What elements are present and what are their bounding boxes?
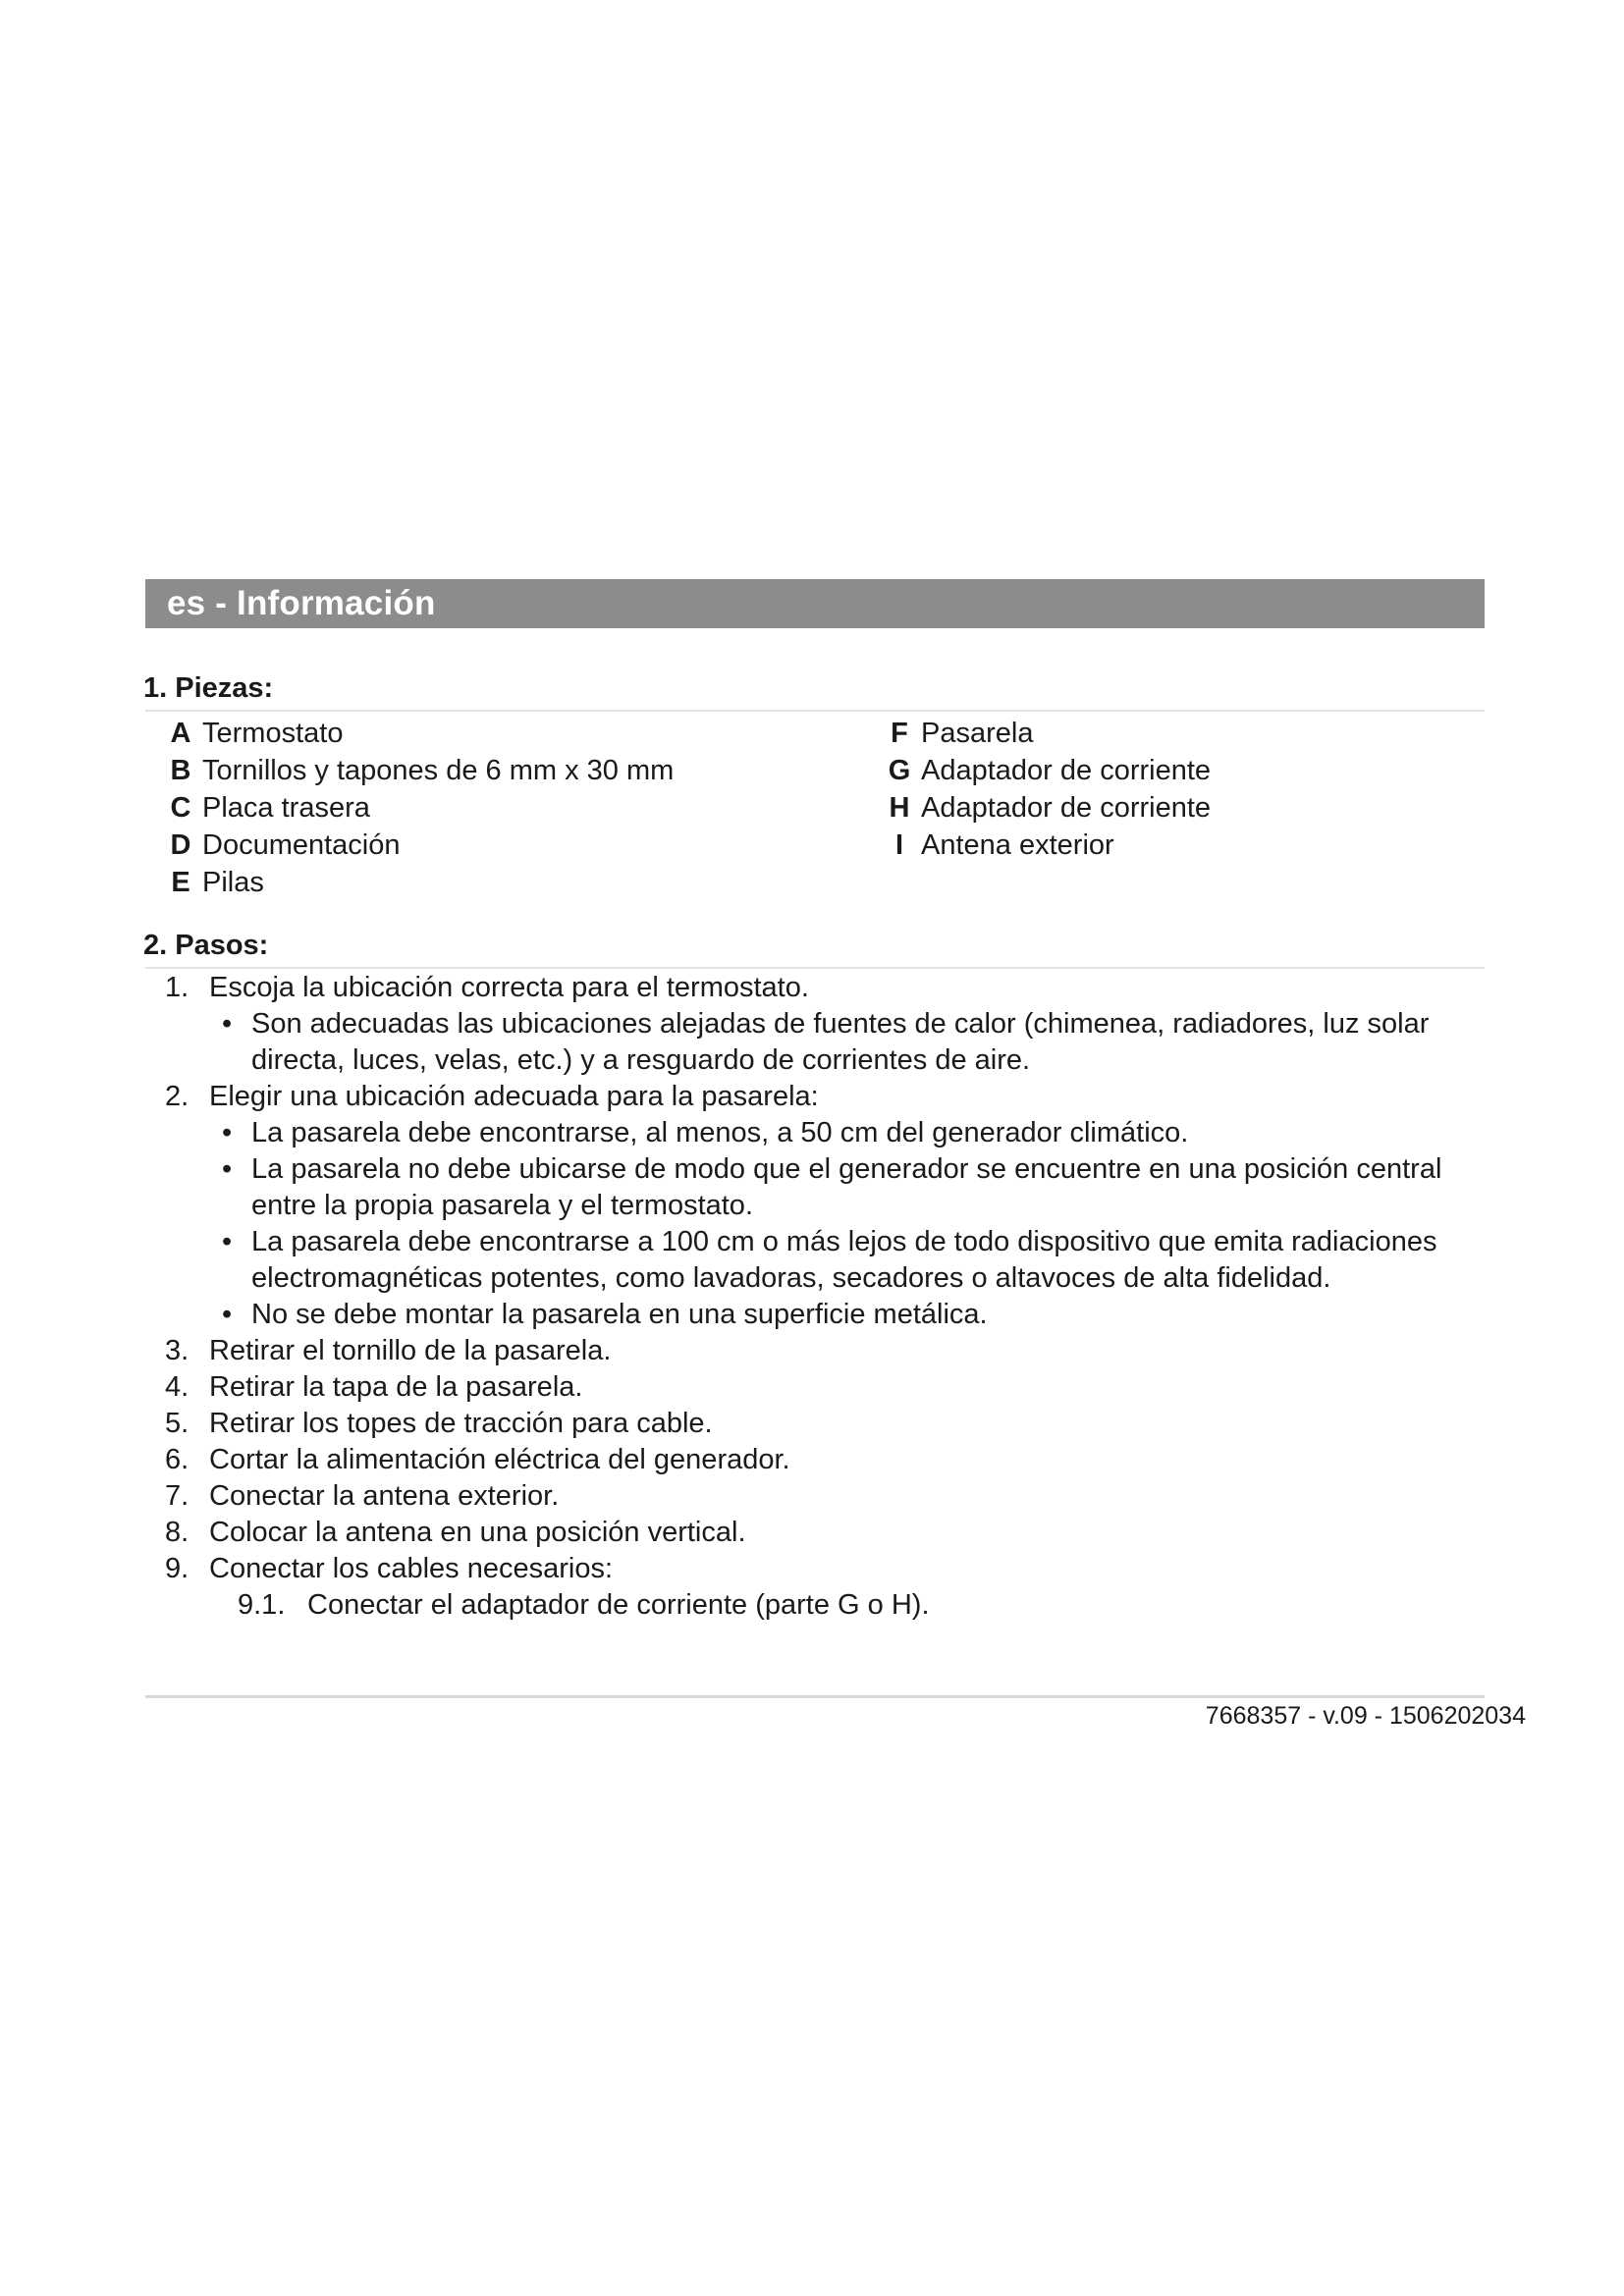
step-number: 8. — [165, 1517, 189, 1548]
bullet-dot: • — [222, 1153, 233, 1185]
section-banner — [145, 579, 1485, 628]
step-bullet — [143, 1115, 1489, 1151]
step-text: Cortar la alimentación eléctrica del generador. — [209, 1444, 790, 1475]
step-number: 9. — [165, 1553, 189, 1584]
part-letter: A — [170, 718, 191, 749]
step-text: Elegir una ubicación adecuada para la pasarela: — [209, 1081, 819, 1112]
part-label: Documentación — [202, 829, 401, 861]
part-letter: B — [170, 755, 191, 786]
parts-divider — [145, 710, 1485, 712]
part-label: Adaptador de corriente — [921, 755, 1212, 786]
part-label: Adaptador de corriente — [921, 792, 1212, 824]
part-letter: H — [889, 792, 910, 824]
step-bullet — [143, 1224, 1489, 1297]
step-item — [143, 1515, 1489, 1551]
part-letter: F — [891, 718, 908, 749]
step-item — [143, 1369, 1489, 1406]
part-label: Placa trasera — [202, 792, 370, 824]
bullet-dot: • — [222, 1008, 233, 1040]
part-label: Tornillos y tapones de 6 mm x 30 mm — [202, 755, 675, 786]
part-item — [888, 827, 1211, 864]
step-text: Conectar la antena exterior. — [209, 1480, 560, 1512]
step-text: Retirar la tapa de la pasarela. — [209, 1371, 583, 1403]
step-number: 6. — [165, 1444, 189, 1475]
step-item — [143, 1333, 1489, 1369]
step-item — [143, 1442, 1489, 1478]
step-number: 4. — [165, 1371, 189, 1403]
part-item — [169, 752, 674, 789]
part-label: Antena exterior — [921, 829, 1114, 861]
part-item — [169, 715, 674, 752]
part-letter: C — [170, 792, 191, 824]
step-number: 5. — [165, 1408, 189, 1439]
bullet-dot: • — [222, 1117, 233, 1148]
step-item — [143, 1551, 1489, 1587]
step-text: Retirar los topes de tracción para cable. — [209, 1408, 713, 1439]
steps-list — [143, 970, 1489, 1624]
part-item — [169, 789, 674, 827]
step-text: Conectar los cables necesarios: — [209, 1553, 614, 1584]
part-item — [169, 827, 674, 864]
bullet-dot: • — [222, 1299, 233, 1330]
step-item — [143, 1079, 1489, 1115]
bullet-dot: • — [222, 1226, 233, 1257]
part-item — [888, 715, 1211, 752]
step-number: 3. — [165, 1335, 189, 1366]
steps-heading: 2. Pasos: — [143, 930, 269, 961]
step-text: Colocar la antena en una posición vertical. — [209, 1517, 746, 1548]
bullet-text: La pasarela no debe ubicarse de modo que el generador se encuentre en una posición central entre la propia pasarela y el termostato. — [251, 1153, 1442, 1221]
step-number: 7. — [165, 1480, 189, 1512]
step-bullet — [143, 1297, 1489, 1333]
bullet-text: No se debe montar la pasarela en una superficie metálica. — [251, 1299, 988, 1330]
bullet-text: La pasarela debe encontrarse a 100 cm o más lejos de todo dispositivo que emita radiaciones electromagnéticas potentes, como lavadoras, secadores o altavoces de alta fidelidad. — [251, 1226, 1437, 1294]
step-text: Retirar el tornillo de la pasarela. — [209, 1335, 612, 1366]
step-bullet — [143, 1151, 1489, 1224]
step-item — [143, 1406, 1489, 1442]
bullet-text: Son adecuadas las ubicaciones alejadas de fuentes de calor (chimenea, radiadores, luz solar directa, luces, velas, etc.) y a resguardo de corrientes de aire. — [251, 1008, 1430, 1076]
step-number: 1. — [165, 972, 189, 1003]
part-label: Pilas — [202, 867, 264, 898]
parts-list-left — [169, 715, 674, 901]
step-bullet — [143, 1006, 1489, 1079]
part-letter: D — [170, 829, 191, 861]
step-number: 2. — [165, 1081, 189, 1112]
part-letter: I — [894, 829, 904, 861]
parts-list-right — [888, 715, 1211, 864]
sub-step-number: 9.1. — [238, 1589, 286, 1621]
bullet-text: La pasarela debe encontrarse, al menos, a 50 cm del generador climático. — [251, 1117, 1189, 1148]
part-letter: E — [171, 867, 190, 898]
sub-step-item — [143, 1587, 1489, 1624]
document-code: 7668357 - v.09 - 1506202034 — [1205, 1702, 1526, 1730]
part-letter: G — [888, 755, 911, 786]
step-item — [143, 1478, 1489, 1515]
footer-divider — [145, 1695, 1485, 1698]
part-item — [888, 789, 1211, 827]
page-title: es - Información — [167, 584, 436, 622]
step-item — [143, 970, 1489, 1006]
part-label: Termostato — [202, 718, 344, 749]
part-item — [169, 864, 674, 901]
part-label: Pasarela — [921, 718, 1034, 749]
parts-heading: 1. Piezas: — [143, 672, 274, 704]
step-text: Escoja la ubicación correcta para el termostato. — [209, 972, 809, 1003]
part-item — [888, 752, 1211, 789]
sub-step-text: Conectar el adaptador de corriente (parte G o H). — [307, 1589, 930, 1621]
steps-divider — [145, 967, 1485, 969]
